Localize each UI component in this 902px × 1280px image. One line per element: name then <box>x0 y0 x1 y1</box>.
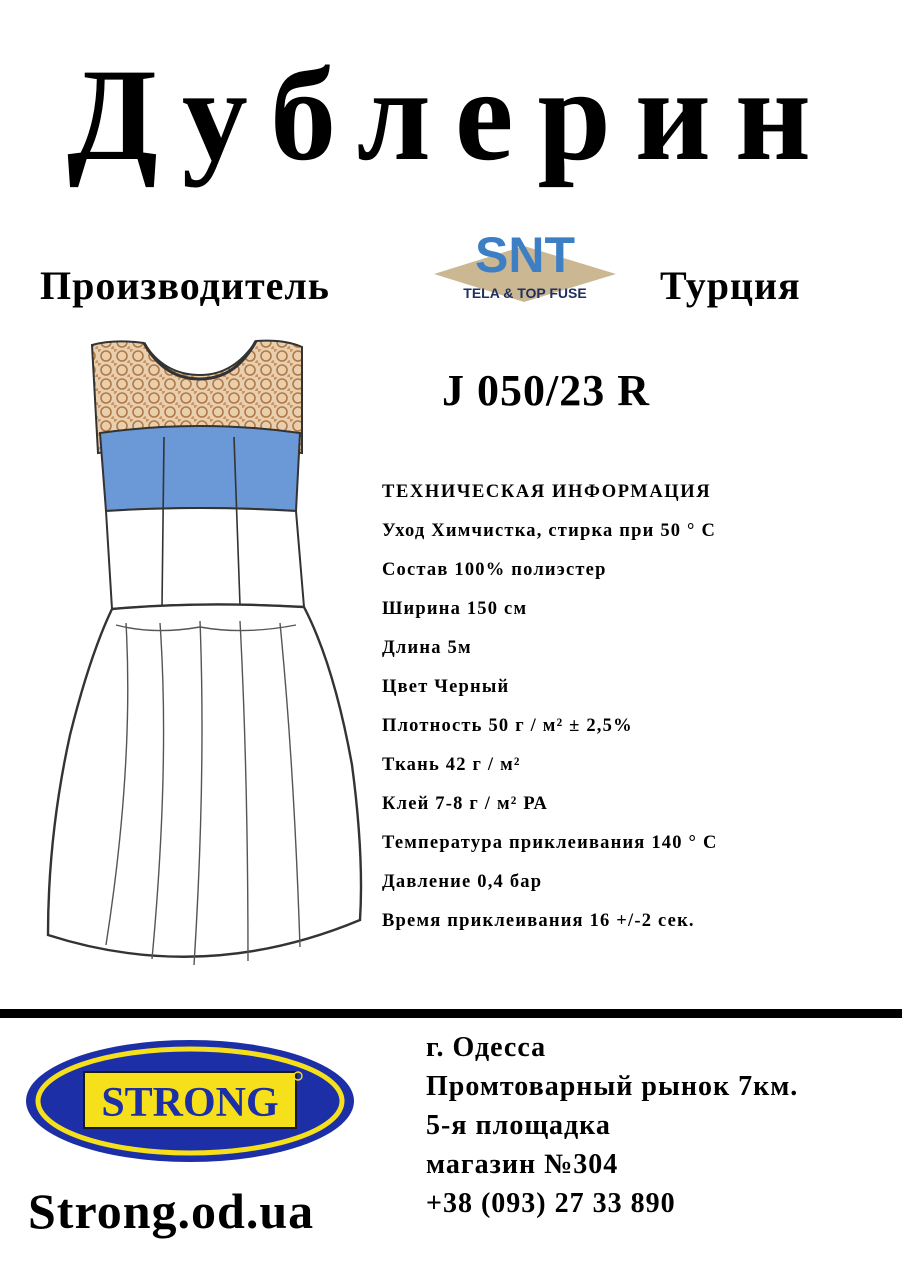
store-address <box>426 1028 798 1223</box>
spec-glue: Клей 7-8 г / м² РА <box>382 794 549 814</box>
spec-color: Цвет Черный <box>382 677 510 697</box>
spec-composition: Состав 100% полиэстер <box>382 560 607 580</box>
manufacturer-label: Производитель <box>40 263 330 308</box>
manufacturer-country: Турция <box>660 263 801 308</box>
spec-pressure: Давление 0,4 бар <box>382 872 543 892</box>
strong-logo <box>24 1038 356 1164</box>
spec-width: Ширина 150 см <box>382 599 528 619</box>
tech-info <box>382 478 882 946</box>
phone-number: +38 (093) 27 33 890 <box>426 1188 676 1219</box>
address-city: г. Одесса <box>426 1032 547 1063</box>
footer-divider <box>0 1009 902 1018</box>
spec-care: Уход Химчистка, стирка при 50 ° С <box>382 521 717 541</box>
spec-density: Плотность 50 г / м² ± 2,5% <box>382 716 633 736</box>
strong-logo-text: STRONG <box>101 1080 279 1126</box>
snt-logo <box>432 222 618 308</box>
tech-info-heading: ТЕХНИЧЕСКАЯ ИНФОРМАЦИЯ <box>382 482 712 502</box>
address-shop: магазин №304 <box>426 1149 619 1180</box>
spec-temperature: Температура приклеивания 140 ° С <box>382 833 718 853</box>
address-market: Промтоварный рынок 7км. <box>426 1071 799 1102</box>
page-title: Дублерин <box>67 41 835 188</box>
spec-fabric: Ткань 42 г / м² <box>382 755 521 775</box>
website-text: Strong.od.ua <box>28 1183 315 1239</box>
snt-logo-tagline: TELA & TOP FUSE <box>463 285 587 301</box>
product-code: J 050/23 R <box>442 366 650 415</box>
spec-time: Время приклеивания 16 +/-2 сек. <box>382 911 695 931</box>
address-area: 5-я площадка <box>426 1110 611 1141</box>
dress-sketch-icon <box>34 335 374 980</box>
spec-length: Длина 5м <box>382 638 472 658</box>
snt-logo-mark: SNT <box>475 227 575 283</box>
